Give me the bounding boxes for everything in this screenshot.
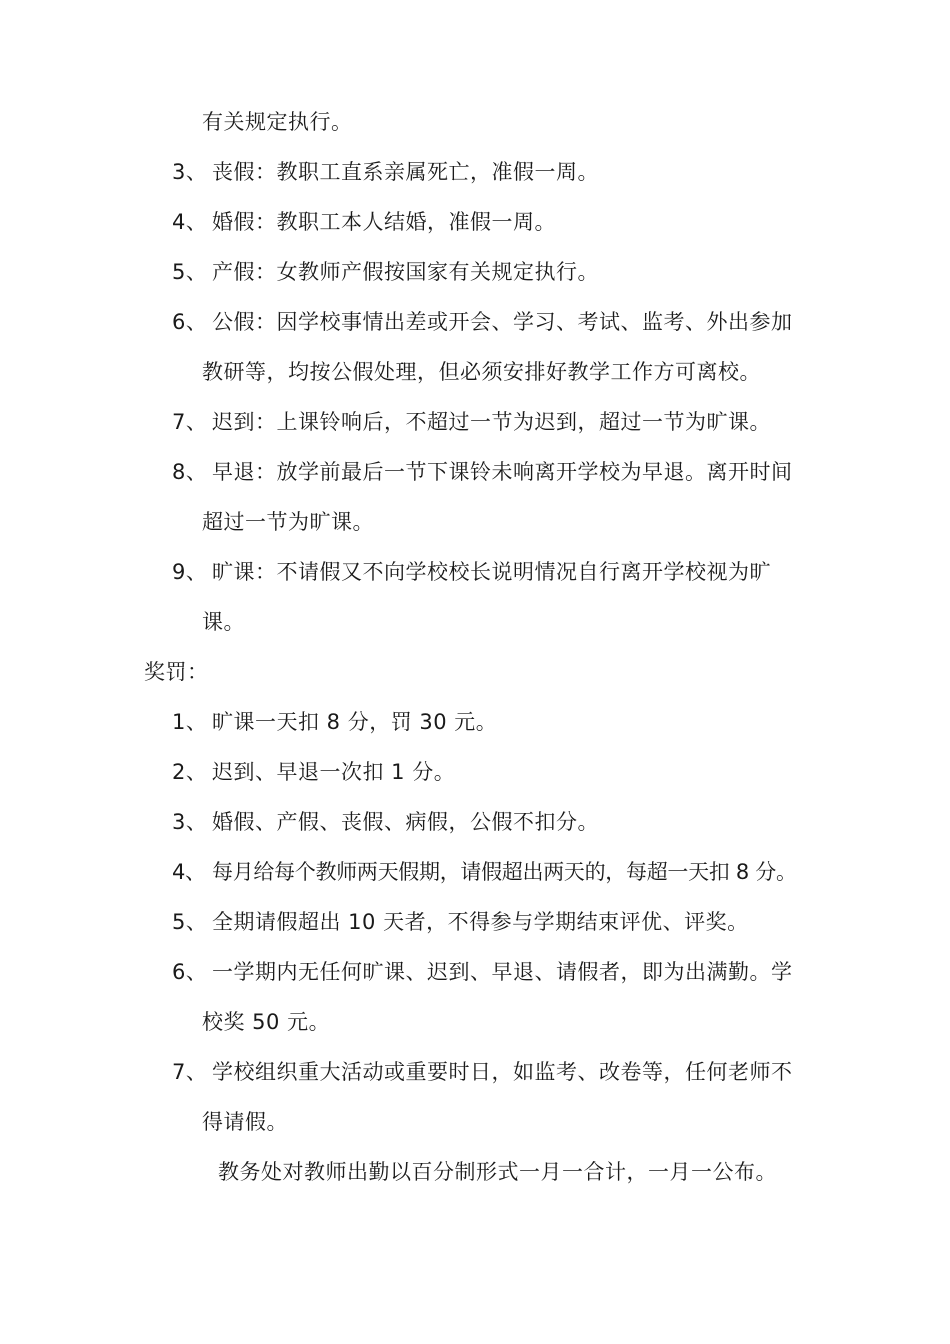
list-item-text: 丧假：教职工直系亲属死亡，准假一周。: [212, 160, 599, 184]
list-item-number: 4、: [172, 210, 208, 234]
section-heading: 奖罚：: [144, 660, 209, 684]
list-item-number: 3、: [172, 810, 208, 834]
list-item-text: 迟到、早退一次扣 1 分。: [212, 760, 456, 784]
list-item-continuation: 教研等，均按公假处理，但必须安排好教学工作方可离校。: [202, 360, 761, 384]
list-item-number: 6、: [172, 960, 208, 984]
list-item-number: 7、: [172, 410, 208, 434]
list-item-number: 8、: [172, 460, 208, 484]
list-item-continuation: 校奖 50 元。: [202, 1010, 331, 1034]
list-item-text: 公假：因学校事情出差或开会、学习、考试、监考、外出参加: [212, 310, 793, 334]
list-item-number: 2、: [172, 760, 208, 784]
list-item-number: 1、: [172, 710, 208, 734]
list-item-continuation: 得请假。: [202, 1110, 288, 1134]
list-item-text: 每月给每个教师两天假期，请假超出两天的，每超一天扣 8 分。: [212, 860, 797, 884]
list-item-number: 7、: [172, 1060, 208, 1084]
list-item-number: 9、: [172, 560, 208, 584]
list-item-text: 早退：放学前最后一节下课铃未响离开学校为早退。离开时间: [212, 460, 793, 484]
list-item-text: 迟到：上课铃响后，不超过一节为迟到，超过一节为旷课。: [212, 410, 771, 434]
list-item-number: 6、: [172, 310, 208, 334]
continuation-text: 有关规定执行。: [202, 110, 353, 134]
list-item-text: 婚假、产假、丧假、病假，公假不扣分。: [212, 810, 599, 834]
list-item-text: 学校组织重大活动或重要时日，如监考、改卷等，任何老师不: [212, 1060, 793, 1084]
list-item-text: 一学期内无任何旷课、迟到、早退、请假者，即为出满勤。学: [212, 960, 793, 984]
list-item-number: 4、: [172, 860, 206, 884]
list-item-text: 全期请假超出 10 天者，不得参与学期结束评优、评奖。: [212, 910, 749, 934]
list-item-continuation: 超过一节为旷课。: [202, 510, 374, 534]
closing-paragraph: 教务处对教师出勤以百分制形式一月一合计，一月一公布。: [218, 1160, 777, 1184]
list-item-text: 产假：女教师产假按国家有关规定执行。: [212, 260, 599, 284]
list-item-continuation: 课。: [202, 610, 245, 634]
list-item-text: 旷课一天扣 8 分，罚 30 元。: [212, 710, 498, 734]
list-item-text: 旷课：不请假又不向学校校长说明情况自行离开学校视为旷: [212, 560, 771, 584]
list-item-number: 3、: [172, 160, 208, 184]
list-item-text: 婚假：教职工本人结婚，准假一周。: [212, 210, 556, 234]
list-item-number: 5、: [172, 260, 208, 284]
list-item-number: 5、: [172, 910, 208, 934]
